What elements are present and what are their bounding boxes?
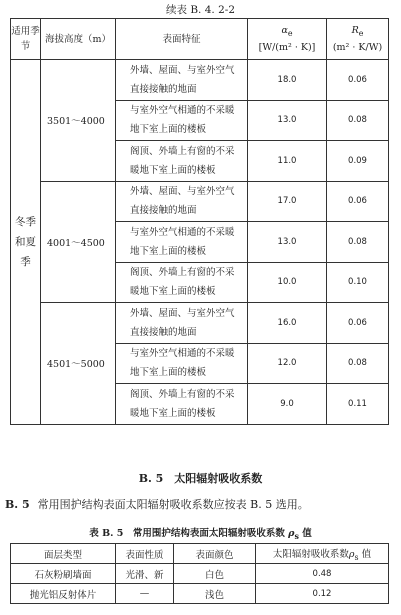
resistance-cell: 0.08 bbox=[327, 343, 389, 384]
resistance-cell: 0.08 bbox=[327, 222, 389, 263]
rho-subscript: s bbox=[294, 531, 299, 541]
table-row bbox=[11, 303, 389, 344]
absorption-table bbox=[10, 543, 389, 604]
header-resistance bbox=[327, 19, 389, 60]
season-text: 冬季和夏季 bbox=[15, 215, 36, 268]
header-surface-type: 面层类型 bbox=[11, 544, 116, 564]
altitude-cell: 4501～5000 bbox=[41, 303, 116, 425]
alpha-cell: 13.0 bbox=[248, 222, 327, 263]
header-absorption: 太阳辐射吸收系数$\rho_s$ 值 bbox=[256, 544, 389, 564]
feature-cell: 阁顶、外墙上有窗的不采暖地下室上面的楼板 bbox=[116, 262, 248, 303]
header-alpha bbox=[248, 19, 327, 60]
alpha-cell: 9.0 bbox=[248, 384, 327, 425]
feature-cell: 阁顶、外墙上有窗的不采暖地下室上面的楼板 bbox=[116, 384, 248, 425]
alpha-cell: 16.0 bbox=[248, 303, 327, 344]
alpha-cell: 10.0 bbox=[248, 262, 327, 303]
resistance-cell: 0.09 bbox=[327, 141, 389, 182]
resistance-cell: 0.10 bbox=[327, 262, 389, 303]
alpha-cell: 12.0 bbox=[248, 343, 327, 384]
header-season: 适用季节 bbox=[11, 19, 41, 60]
table-caption-continued: 续表 B. 4. 2-2 bbox=[166, 4, 235, 16]
absorption-cell: 0.48 bbox=[256, 564, 389, 584]
feature-cell: 阁顶、外墙上有窗的不采暖地下室上面的楼板 bbox=[116, 141, 248, 182]
resistance-cell: 0.11 bbox=[327, 384, 389, 425]
rho-symbol: ρ bbox=[288, 528, 295, 539]
resistance-subscript: e bbox=[358, 28, 364, 38]
surface-color-cell: 浅色 bbox=[174, 584, 256, 604]
alpha-cell: 13.0 bbox=[248, 100, 327, 141]
alpha-symbol: α bbox=[281, 24, 288, 36]
altitude-cell: 4001～4500 bbox=[41, 181, 116, 303]
section-heading: B. 5 太阳辐射吸收系数 bbox=[138, 472, 263, 485]
alpha-subscript: e bbox=[287, 28, 293, 38]
heat-transfer-table bbox=[10, 18, 389, 425]
table-row bbox=[11, 181, 389, 222]
table-caption-b5 bbox=[0, 525, 401, 541]
feature-cell: 与室外空气相通的不采暖地下室上面的楼板 bbox=[116, 100, 248, 141]
feature-cell: 外墙、屋面、与室外空气直接接触的地面 bbox=[116, 303, 248, 344]
alpha-unit: [W/(m² · K)] bbox=[258, 42, 316, 54]
caption-prefix: 表 B. 5 常用围护结构表面太阳辐射吸收系数 bbox=[89, 528, 285, 539]
absorption-cell: 0.12 bbox=[256, 584, 389, 604]
header-altitude: 海拔高度（m） bbox=[41, 19, 116, 60]
rho-subscript: s bbox=[354, 552, 359, 562]
clause-number: B. 5 bbox=[5, 498, 30, 511]
alpha-cell: 17.0 bbox=[248, 181, 327, 222]
header-surface-property: 表面性质 bbox=[116, 544, 174, 564]
rho-symbol: ρ bbox=[348, 548, 355, 560]
surface-type-cell: 抛光铝反射体片 bbox=[11, 584, 116, 604]
altitude-cell: 3501～4000 bbox=[41, 60, 116, 182]
feature-cell: 与室外空气相通的不采暖地下室上面的楼板 bbox=[116, 222, 248, 263]
resistance-cell: 0.06 bbox=[327, 181, 389, 222]
surface-color-cell: 白色 bbox=[174, 564, 256, 584]
season-cell bbox=[11, 60, 41, 425]
surface-property-cell: — bbox=[116, 584, 174, 604]
alpha-cell: 11.0 bbox=[248, 141, 327, 182]
feature-cell: 外墙、屋面、与室外空气直接接触的地面 bbox=[116, 60, 248, 101]
caption-suffix: 值 bbox=[298, 528, 312, 539]
alpha-cell: 18.0 bbox=[248, 60, 327, 101]
table-header-row bbox=[11, 544, 389, 564]
header-feature: 表面特征 bbox=[116, 19, 248, 60]
resistance-cell: 0.06 bbox=[327, 60, 389, 101]
table-header-row bbox=[11, 19, 389, 60]
clause-text: 常用围护结构表面太阳辐射吸收系数应按表 B. 5 选用。 bbox=[37, 498, 309, 511]
surface-property-cell: 光滑、新 bbox=[116, 564, 174, 584]
table-row bbox=[11, 584, 389, 604]
feature-cell: 外墙、屋面、与室外空气直接接触的地面 bbox=[116, 181, 248, 222]
clause-paragraph bbox=[5, 496, 397, 512]
header-surface-color: 表面颜色 bbox=[174, 544, 256, 564]
resistance-cell: 0.08 bbox=[327, 100, 389, 141]
table-row bbox=[11, 60, 389, 101]
resistance-symbol: R bbox=[351, 24, 359, 36]
feature-cell: 与室外空气相通的不采暖地下室上面的楼板 bbox=[116, 343, 248, 384]
resistance-cell: 0.06 bbox=[327, 303, 389, 344]
table-row bbox=[11, 564, 389, 584]
resistance-unit: (m² · K/W) bbox=[332, 42, 383, 54]
surface-type-cell: 石灰粉刷墙面 bbox=[11, 564, 116, 584]
